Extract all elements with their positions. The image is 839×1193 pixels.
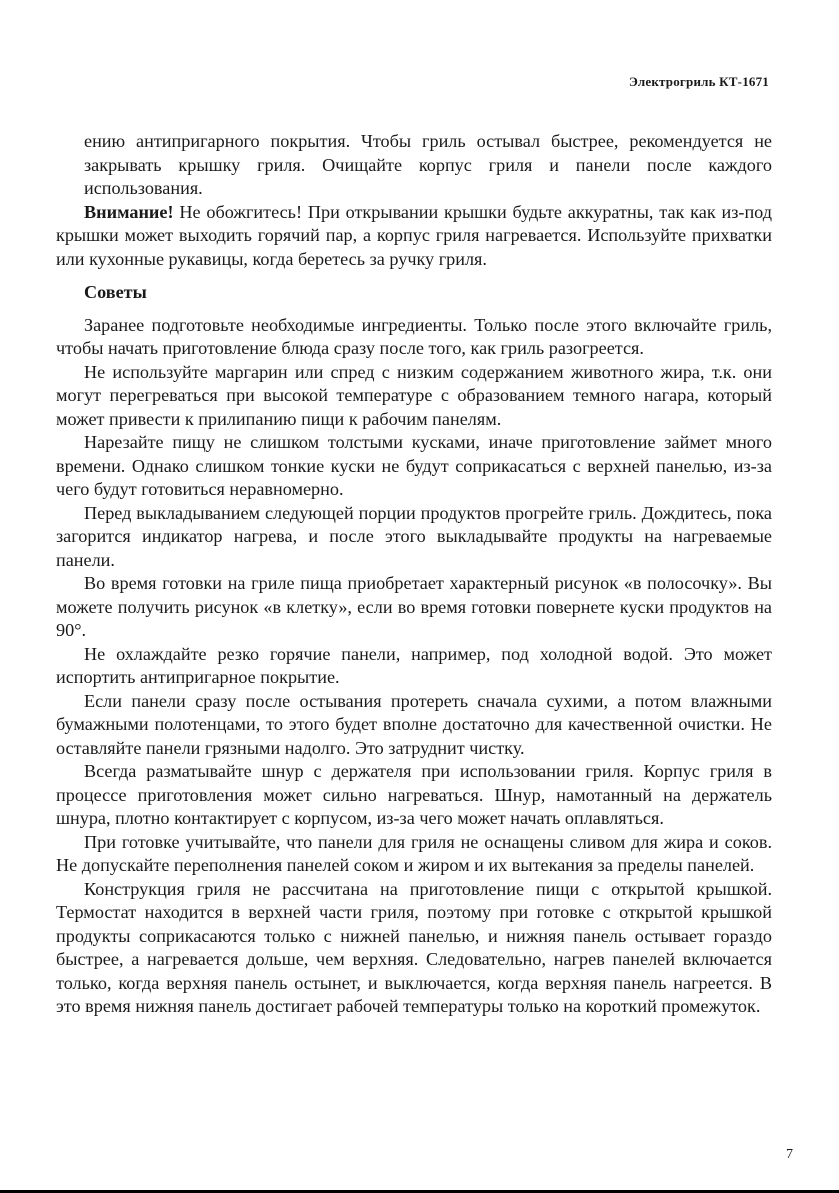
- continuation-paragraph: ению антипригарного покрытия. Чтобы гриль остывал быстрее, рекомендуется не закрывать крышку гриля. Очищайте корпус гриля и панели после каждого использования.: [84, 131, 772, 198]
- tip-paragraph: Если панели сразу после остывания протереть сначала сухими, а потом влажными бумажными полотенцами, то этого будет вполне достаточно для качественной очистки. Не оставляйте панели грязными надолго. Это затруднит чистку.: [56, 690, 772, 758]
- tip-paragraph: Перед выкладыванием следующей порции продуктов прогрейте гриль. Дождитесь, пока загорится индикатор нагрева, и после этого выкладывайте продукты на нагреваемые панели.: [56, 502, 772, 570]
- tip-paragraph: Конструкция гриля не рассчитана на приготовление пищи с открытой крышкой. Термостат находится в верхней части гриля, поэтому при готовке с открытой крышкой продукты соприкасаются только с нижней панелью, и нижняя панель остывает гораздо быстрее, а нагревается дольше, чем верхняя. Следовательно, нагрев панелей включается только, когда верхняя панель остынет, и выключается, когда верхняя панель нагреется. В это время нижняя панель достигает рабочей температуры только на короткий промежуток.: [56, 878, 772, 1016]
- tip-paragraph: Не охлаждайте резко горячие панели, например, под холодной водой. Это может испортить антипригарное покрытие.: [56, 643, 772, 687]
- warning-label: Внимание!: [84, 201, 174, 222]
- warning-paragraph: [56, 201, 772, 272]
- tip-paragraph: Заранее подготовьте необходимые ингредиенты. Только после этого включайте гриль, чтобы начать приготовление блюда сразу после того, как гриль разогреется.: [56, 314, 772, 358]
- tip-paragraph: При готовке учитывайте, что панели для гриля не оснащены сливом для жира и соков. Не допускайте переполнения панелей соком и жиром и их вытекания за пределы панелей.: [56, 831, 772, 875]
- tip-paragraph: Во время готовки на гриле пища приобретает характерный рисунок «в полосочку». Вы можете получить рисунок «в клетку», если во время готовки повернете куски продуктов на 90°.: [56, 573, 772, 640]
- body-text: [56, 130, 772, 1019]
- warning-text: Не обожгитесь! При открывании крышки будьте аккуратны, так как из-под крышки может выходить горячий пар, а корпус гриля нагревается. Используйте прихватки или кухонные рукавицы, когда беретесь за ручку гриля.: [56, 201, 772, 269]
- tip-paragraph: Нарезайте пищу не слишком толстыми кусками, иначе приготовление займет много времени. Однако слишком тонкие куски не будут соприкасаться с верхней панелью, из-за чего будут готовиться неравномерно.: [56, 432, 772, 499]
- section-title: Советы: [84, 282, 147, 302]
- tip-paragraph: Не используйте маргарин или спред с низким содержанием животного жира, т.к. они могут перегреваться при высокой температуре с образованием темного нагара, который может привести к прилипанию пищи к рабочим панелям.: [56, 361, 772, 429]
- page-number: 7: [786, 1147, 793, 1162]
- running-header: Электрогриль КТ-1671: [629, 74, 769, 89]
- tip-paragraph: Всегда разматывайте шнур с держателя при использовании гриля. Корпус гриля в процессе приготовления может сильно нагреваться. Шнур, намотанный на держатель шнура, плотно контактирует с корпусом, из-за чего может начать оплавляться.: [56, 761, 772, 828]
